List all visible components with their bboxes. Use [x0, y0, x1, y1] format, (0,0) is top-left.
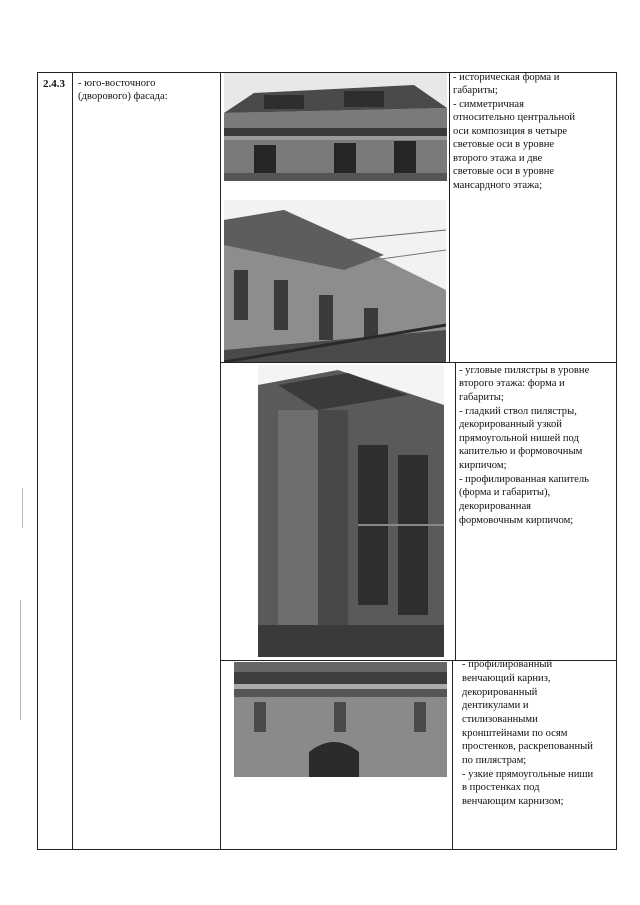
block-2-line-11: декорированная — [459, 501, 532, 512]
block-1-line-6: световые оси в уровне — [453, 139, 555, 150]
block-2-line-5: декорированный узкой — [459, 419, 562, 430]
block-1-line-7: второго этажа и две — [453, 153, 543, 164]
block-1-line-3: - симметричная — [453, 99, 524, 110]
block-2-line-3: габариты; — [459, 392, 504, 403]
row-number: 2.4.3 — [43, 78, 65, 90]
element-line-1: - юго-восточного — [78, 78, 156, 89]
block-2-line-1: - угловые пилястры в уровне — [459, 365, 590, 376]
column-divider-3 — [449, 72, 450, 362]
facade-photo-2 — [224, 200, 446, 362]
block-1-line-5: оси композиция в четыре — [453, 126, 568, 137]
block-3-line-10: в простенках под — [462, 782, 540, 793]
block-3-line-9: - узкие прямоугольные ниши — [462, 769, 594, 780]
facade-photo-1 — [224, 73, 447, 181]
block-1-line-2: габариты; — [453, 85, 498, 96]
column-divider-3b — [455, 362, 456, 660]
row-divider-2 — [220, 660, 617, 661]
block-1-line-9: мансардного этажа; — [453, 180, 543, 191]
block-2-line-8: кирпичом; — [459, 460, 507, 471]
block-2-line-4: - гладкий ствол пилястры, — [459, 406, 577, 417]
block-3-line-6: кронштейнами по осям — [462, 728, 568, 739]
block-2-line-7: капителью и формовочным — [459, 446, 583, 457]
scan-speck — [20, 600, 21, 720]
block-1-line-8: световые оси в уровне — [453, 166, 555, 177]
block-1-line-1: - историческая форма и — [453, 72, 560, 83]
block-3-line-2: венчающий карниз, — [462, 673, 551, 684]
scan-speck — [22, 488, 23, 528]
block-3-line-3: декорированный — [462, 687, 538, 698]
column-divider-2 — [220, 72, 221, 850]
block-3-line-7: простенков, раскрепованный — [462, 741, 593, 752]
block-2-line-9: - профилированная капитель — [459, 474, 589, 485]
block-1-line-4: относительно центральной — [453, 112, 576, 123]
block-3-line-11: венчающим карнизом; — [462, 796, 564, 807]
block-3-line-8: по пилястрам; — [462, 755, 527, 766]
block-3-line-1: - профилированный — [462, 659, 553, 670]
block-2-line-6: прямоугольной нишей под — [459, 433, 579, 444]
row-divider-1 — [220, 362, 617, 363]
facade-photo-3 — [258, 365, 444, 657]
column-divider-1 — [72, 72, 73, 850]
block-2-line-10: (форма и габариты), — [459, 487, 551, 498]
table-border-left — [37, 72, 38, 850]
table-border-bottom — [37, 849, 617, 850]
column-divider-3c — [452, 660, 453, 850]
block-3-line-5: стилизованными — [462, 714, 538, 725]
table-border-right — [616, 72, 617, 850]
block-3-line-4: дентикулами и — [462, 700, 529, 711]
block-2-line-2: второго этажа: форма и — [459, 378, 565, 389]
element-line-2: (дворового) фасада: — [78, 91, 168, 102]
facade-photo-4 — [234, 662, 447, 777]
block-2-line-12: формовочным кирпичом; — [459, 515, 574, 526]
